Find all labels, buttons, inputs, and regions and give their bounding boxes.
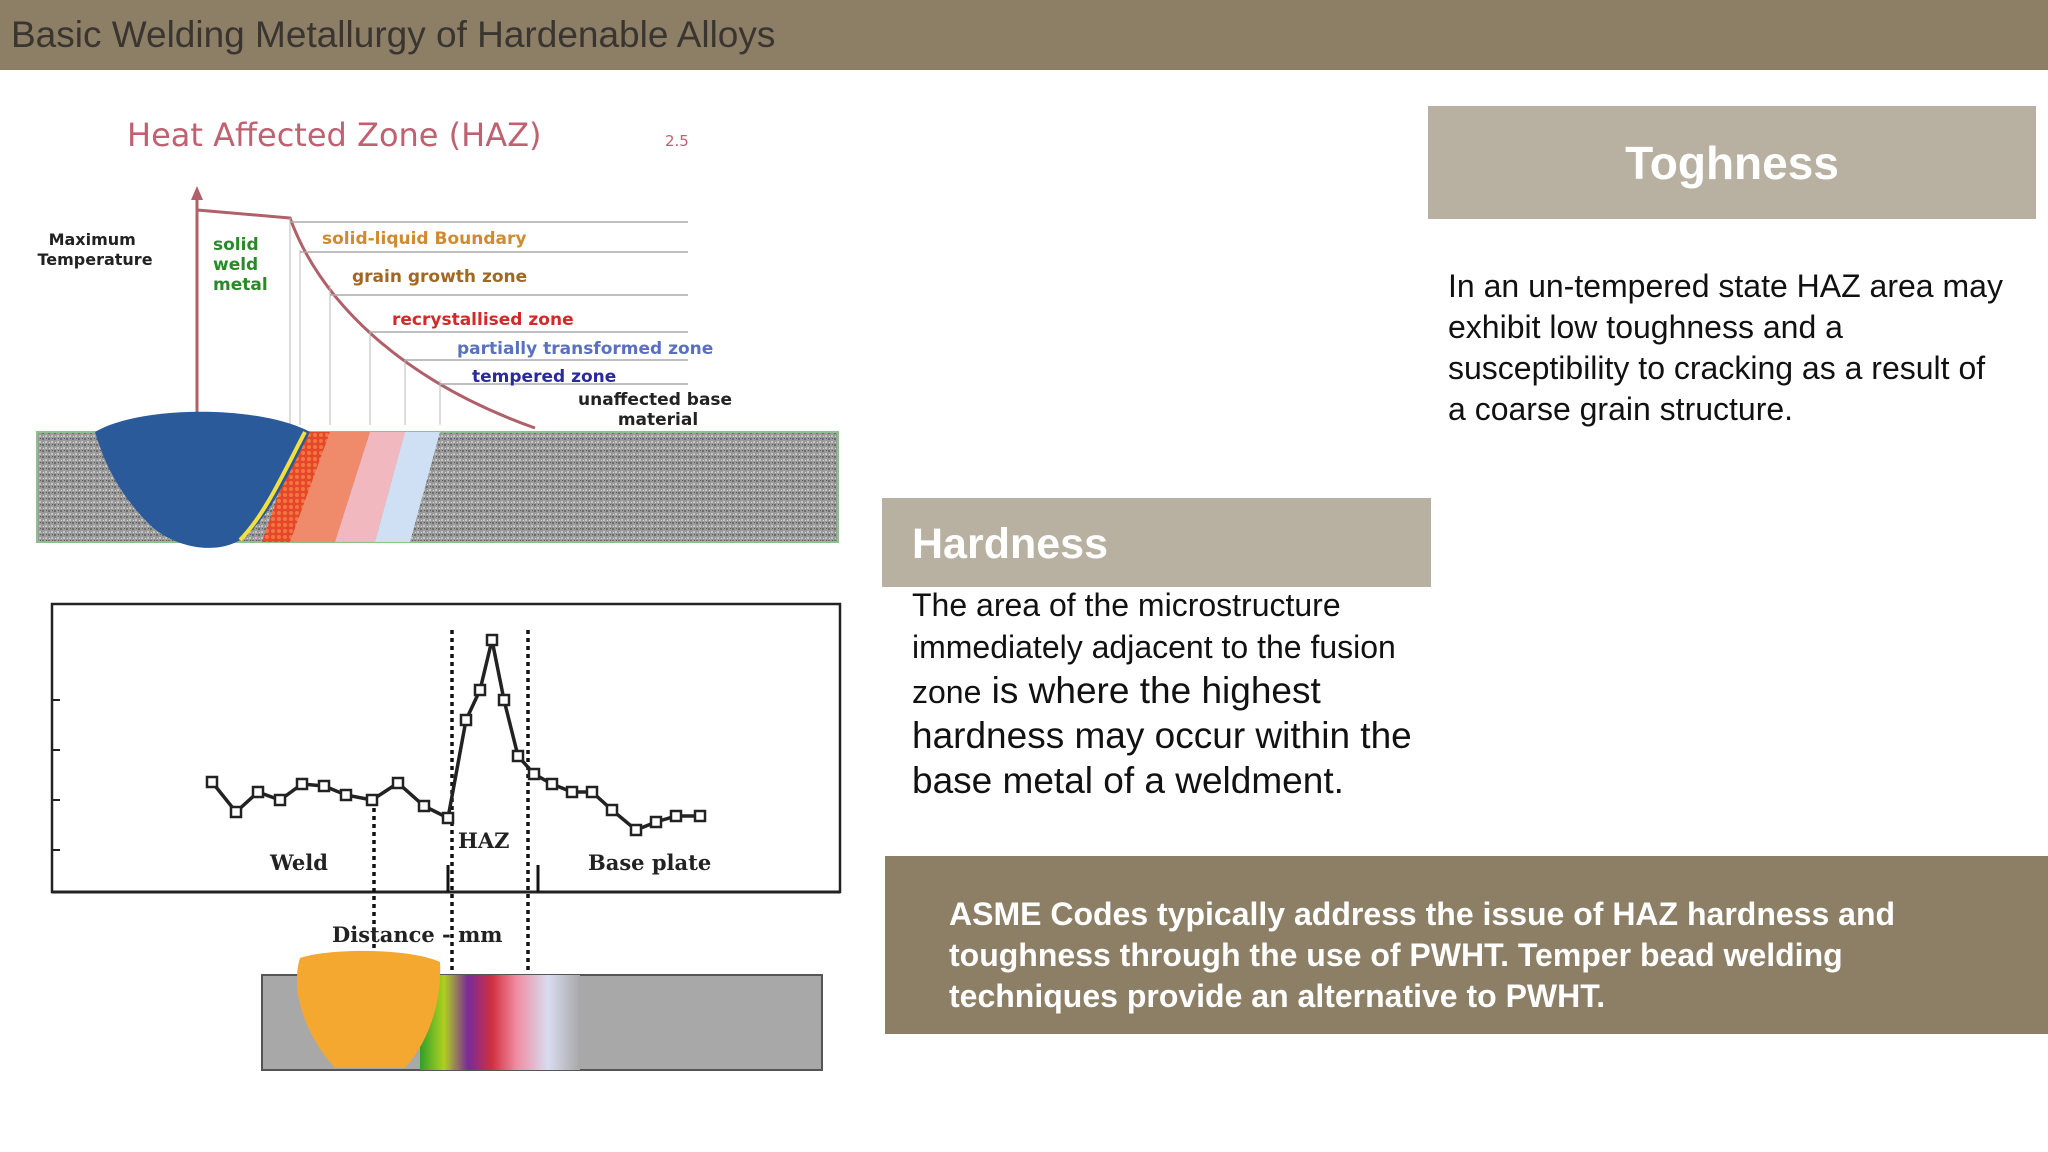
zone-label-unaffected: unaffected base material (577, 390, 733, 430)
haz-diagram-ref: 2.5 (665, 132, 689, 150)
plot-x-axis-label: Distance - mm (332, 922, 503, 947)
zone-label-solid-weld-metal: solid weld metal (213, 235, 268, 295)
asme-note-text: ASME Codes typically address the issue of HAZ hardness and toughness through the use of PWHT. Temper bead welding techniques provide an alternative to PWHT. (949, 896, 1896, 1014)
hardness-text-part2: is where the highest hardness may occur within the base metal of a weldment. (912, 670, 1412, 801)
hardness-heading: Hardness (912, 520, 1108, 568)
zone-label-partially-transformed: partially transformed zone (457, 339, 714, 359)
title-bar (0, 0, 2048, 70)
plot-label-base-plate: Base plate (588, 850, 712, 875)
hardness-text (912, 584, 1432, 803)
toughness-text: In an un-tempered state HAZ area may exhibit low toughness and a susceptibility to cracking as a result of a coarse grain structure. (1448, 268, 2003, 427)
hardness-plot-frame (52, 604, 840, 892)
haz-diagram-title: Heat Affected Zone (HAZ) (127, 116, 542, 154)
zone-label-tempered: tempered zone (472, 367, 617, 387)
haz-figure (0, 110, 880, 1100)
toughness-header (1428, 106, 2036, 219)
zone-label-grain-growth: grain growth zone (352, 267, 528, 287)
y-axis-label: Maximum Temperature (37, 230, 153, 269)
toughness-heading: Toghness (1625, 136, 1839, 189)
asme-note-box (885, 856, 2048, 1034)
zone-label-solid-liquid: solid-liquid Boundary (322, 229, 527, 249)
slide-title: Basic Welding Metallurgy of Hardenable Alloys (11, 14, 776, 55)
hardness-header (882, 498, 1431, 587)
plot-label-haz: HAZ (458, 828, 510, 853)
hardness-text-part1: The area of the microstructure immediately adjacent to the fusion zone (912, 587, 1396, 710)
zone-label-recrystallised: recrystallised zone (392, 310, 574, 330)
plot-label-weld: Weld (270, 850, 328, 875)
